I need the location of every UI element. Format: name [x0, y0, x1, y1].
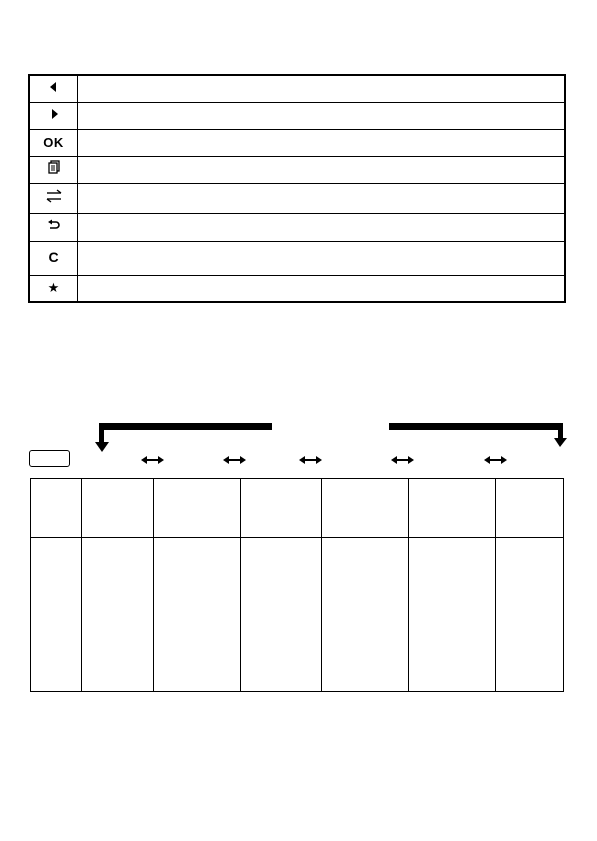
grid-header-cell: [154, 479, 240, 537]
loop-right-arrowhead: [554, 438, 567, 447]
loop-bar-left: [99, 423, 272, 430]
grid-header-cell: [409, 479, 495, 537]
grid-header-cell: [241, 479, 321, 537]
grid-header-cell: [31, 479, 81, 537]
grid-body-cell: [322, 538, 408, 690]
start-key-box: [29, 450, 70, 467]
grid-body-cell: [409, 538, 495, 690]
star-icon: ★: [47, 280, 60, 296]
double-arrow-4: [391, 456, 414, 464]
grid-body-cell: [31, 538, 81, 690]
loop-right-stub: [558, 423, 563, 440]
grid-header-cell: [82, 479, 153, 537]
grid-header-cell: [496, 479, 563, 537]
grid-body-cell: [82, 538, 153, 690]
ok-icon: OK: [43, 134, 64, 150]
loop-bar-right: [389, 423, 563, 430]
clear-icon: C: [48, 249, 59, 265]
double-arrow-5: [484, 456, 507, 464]
loop-left-stub: [99, 423, 104, 443]
grid-header-cell: [322, 479, 408, 537]
grid-body-cell: [241, 538, 321, 690]
loop-label: [272, 421, 389, 435]
double-arrow-3: [299, 456, 322, 464]
mode-grid: [30, 478, 564, 692]
grid-body-cell: [496, 538, 563, 690]
double-arrow-2: [223, 456, 246, 464]
grid-body-cell: [154, 538, 240, 690]
loop-left-arrowhead: [95, 442, 109, 452]
double-arrow-1: [141, 456, 164, 464]
